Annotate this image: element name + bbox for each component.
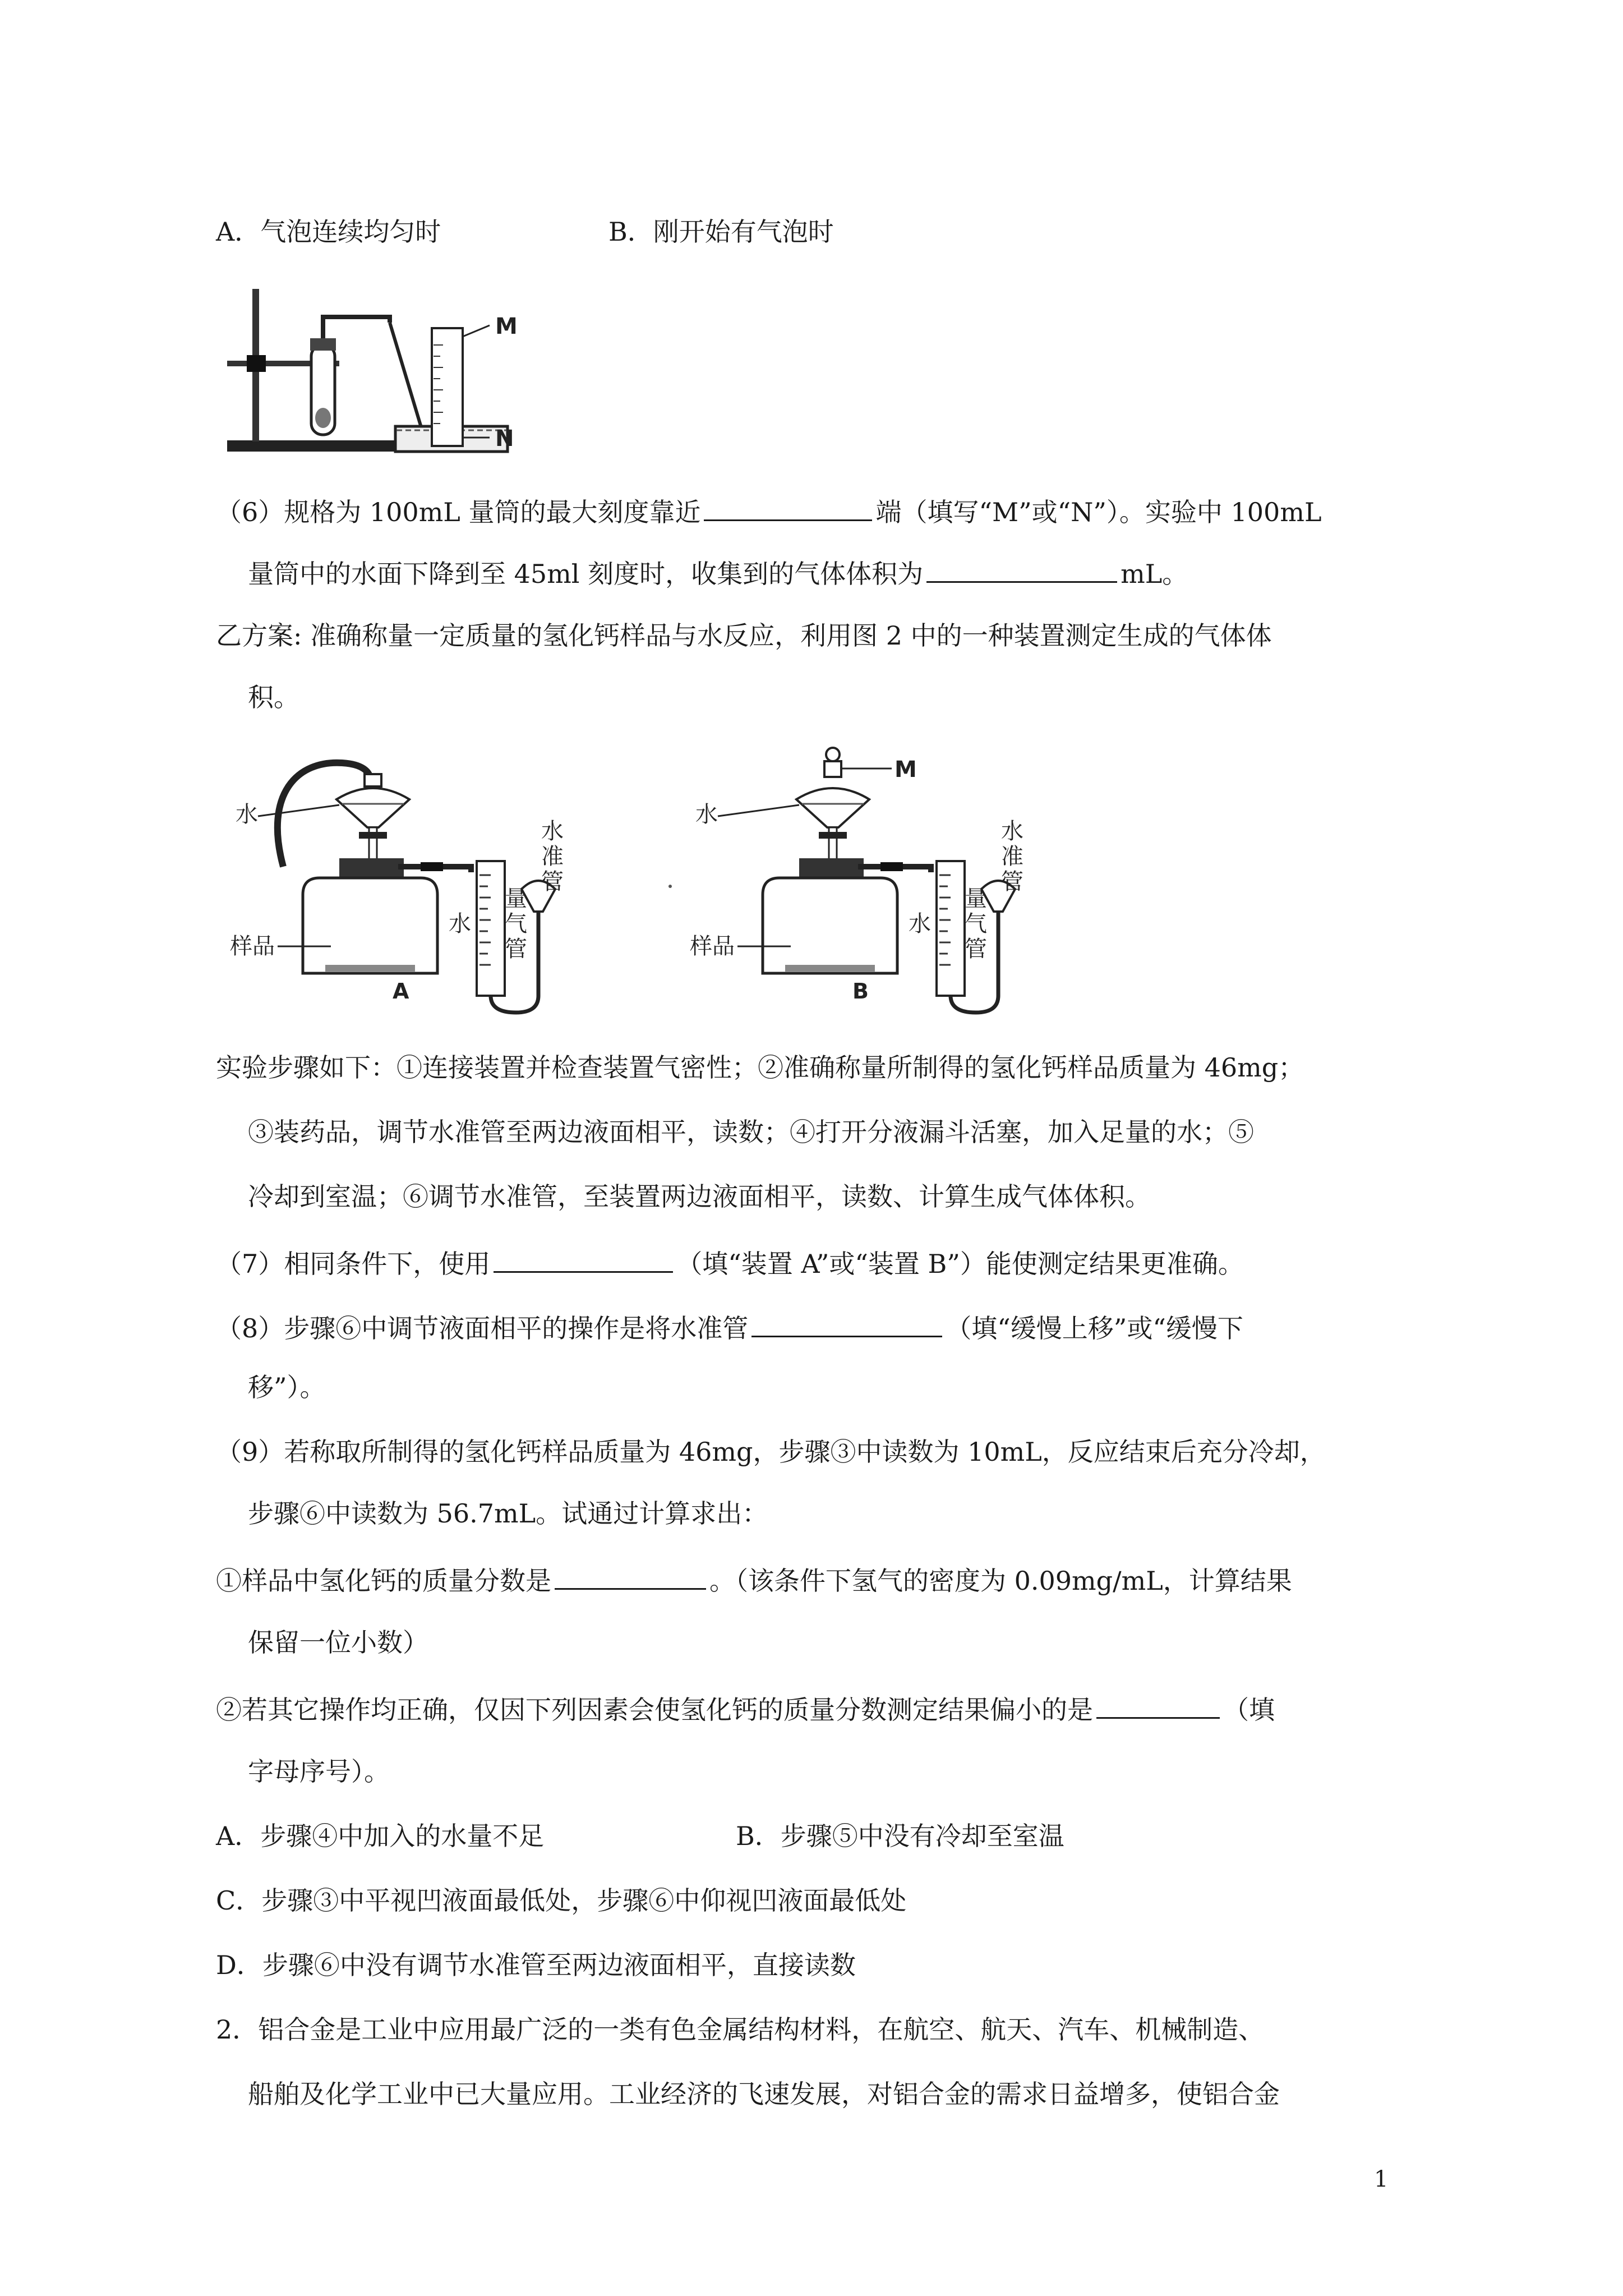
q8-text-b: （填“缓慢上移”或“缓慢下	[946, 1313, 1243, 1343]
q9-2-text-b: （填	[1223, 1695, 1275, 1725]
q6-text-b: 端（填写“M”或“N”）。实验中 100mL	[875, 497, 1322, 527]
gas-tube-label-b-3: 管	[965, 936, 987, 962]
q9-1-text-a: ①样品中氢化钙的质量分数是	[216, 1566, 551, 1596]
apparatus-b	[690, 748, 1023, 1013]
level-tube-label-a-3: 管	[541, 869, 564, 895]
answer-blank-q6a[interactable]	[704, 493, 872, 521]
steps-line2: ③装药品，调节水准管至两边液面相平，读数；④打开分液漏斗活塞，加入足量的水；⑤	[248, 1117, 1254, 1147]
q9-line2: 步骤⑥中读数为 56.7mL。试通过计算求出：	[248, 1498, 768, 1529]
tube-water-label-b: 水	[909, 911, 931, 937]
q9-option-a: A．步骤④中加入的水量不足	[216, 1821, 545, 1851]
q9-option-c: C．步骤③中平视凹液面最低处，步骤⑥中仰视凹液面最低处	[216, 1885, 907, 1916]
plan-b-line2: 积。	[248, 682, 299, 712]
level-tube-label-b-1: 水	[1001, 818, 1023, 844]
gas-tube-label-b-2: 气	[965, 911, 987, 937]
level-tube-label-a-2: 准	[541, 844, 564, 869]
q9-2-text-a: ②若其它操作均正确，仅因下列因素会使氢化钙的质量分数测定结果偏小的是	[216, 1695, 1093, 1725]
q9-2-line2: 字母序号）。	[248, 1756, 390, 1787]
q9-1-line2: 保留一位小数）	[248, 1627, 428, 1658]
apparatus-a-label: A	[393, 979, 409, 1004]
option-a: A．气泡连续均匀时	[216, 217, 441, 247]
sample-label-a: 样品	[230, 933, 275, 959]
gas-tube-label-a-3: 管	[505, 936, 527, 962]
q9-option-d: D．步骤⑥中没有调节水准管至两边液面相平，直接读数	[216, 1950, 856, 1980]
label-n: N	[495, 426, 514, 452]
water-label-b: 水	[695, 802, 718, 827]
apparatus-a	[230, 763, 564, 1013]
q6-line1	[216, 493, 1322, 529]
q8-text-a: （8）步骤⑥中调节液面相平的操作是将水准管	[216, 1313, 749, 1343]
q6-text-a: （6）规格为 100mL 量筒的最大刻度靠近	[216, 497, 701, 527]
answer-blank-q7[interactable]	[494, 1244, 673, 1273]
q2-line1: 2．铝合金是工业中应用最广泛的一类有色金属结构材料，在航空、航天、汽车、机械制造、	[216, 2014, 1265, 2045]
level-tube-label-b-3: 管	[1001, 869, 1023, 895]
plan-b-line1: 乙方案: 准确称量一定质量的氢化钙样品与水反应，利用图 2 中的一种装置测定生成的气体体	[216, 620, 1272, 651]
level-tube-label-a-1: 水	[541, 818, 564, 844]
answer-blank-q6b[interactable]	[926, 554, 1117, 583]
tube-water-label-a: 水	[449, 911, 471, 937]
q7-line	[216, 1244, 1244, 1281]
q6-line2	[248, 554, 1188, 591]
answer-blank-q9-2[interactable]	[1096, 1690, 1220, 1719]
apparatus-b-label: B	[852, 979, 869, 1004]
label-m-b: M	[895, 757, 917, 783]
q9-2-line1	[216, 1690, 1275, 1727]
answer-blank-q9-1[interactable]	[555, 1561, 706, 1590]
q8-line1	[216, 1309, 1243, 1345]
q9-line1: （9）若称取所制得的氢化钙样品质量为 46mg，步骤③中读数为 10mL，反应结束后充分冷却，	[216, 1437, 1326, 1467]
q9-1-line1	[216, 1561, 1292, 1598]
steps-line1: 实验步骤如下：①连接装置并检查装置气密性；②准确称量所制得的氢化钙样品质量为 46mg；	[216, 1052, 1304, 1083]
level-tube-label-b-2: 准	[1001, 844, 1023, 869]
water-label-a: 水	[236, 802, 258, 827]
gas-tube-label-a-1: 量	[505, 886, 527, 912]
figure-gas-collection	[222, 278, 524, 463]
page-number: 1	[1374, 2166, 1389, 2192]
q9-1-text-b: 。（该条件下氢气的密度为 0.09mg/mL，计算结果	[709, 1566, 1292, 1596]
option-b: B．刚开始有气泡时	[608, 217, 834, 247]
q2-line2: 船舶及化学工业中已大量应用。工业经济的飞速发展，对铝合金的需求日益增多，使铝合金	[248, 2079, 1280, 2109]
q9-option-b: B．步骤⑤中没有冷却至室温	[736, 1821, 1064, 1851]
gas-tube-label-b-1: 量	[965, 886, 987, 912]
label-m: M	[495, 314, 518, 339]
gas-tube-label-a-2: 气	[505, 911, 527, 937]
q6-text-d: mL。	[1121, 559, 1188, 589]
sample-label-b: 样品	[690, 933, 735, 959]
steps-line3: 冷却到室温；⑥调节水准管，至装置两边液面相平，读数、计算生成气体体积。	[248, 1181, 1151, 1212]
q7-text-a: （7）相同条件下，使用	[216, 1249, 491, 1279]
answer-blank-q8[interactable]	[751, 1309, 942, 1337]
q6-text-c: 量筒中的水面下降到至 45ml 刻度时，收集到的气体体积为	[248, 559, 924, 589]
q7-text-b: （填“装置 A”或“装置 B”）能使测定结果更准确。	[676, 1249, 1244, 1279]
figure-apparatus	[224, 738, 1099, 1018]
q8-line2: 移”）。	[248, 1372, 326, 1402]
